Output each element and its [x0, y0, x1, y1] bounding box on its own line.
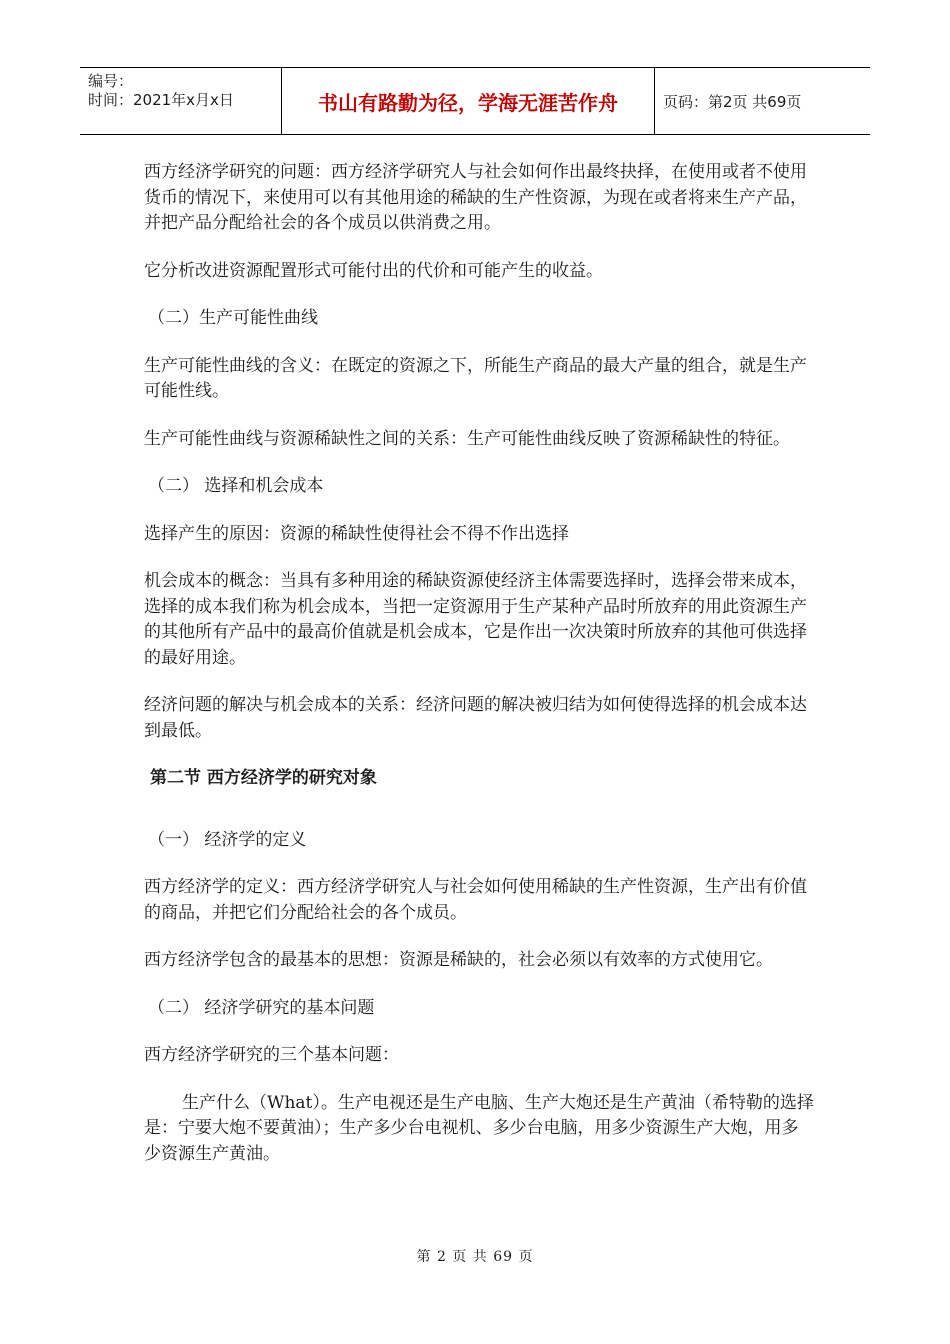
- paragraph: 生产可能性曲线与资源稀缺性之间的关系：生产可能性曲线反映了资源稀缺性的特征。: [144, 428, 790, 449]
- subsection-heading: （二） 选择和机会成本: [148, 476, 324, 496]
- paragraph: 机会成本的概念：当具有多种用途的稀缺资源使经济主体需要选择时，选择会带来成本，选择的成本我们称为机会成本，当把一定资源用于生产某种产品时所放弃的用此资源生产的其他所有产品中的最高价值就是机会成本，它是作出一次决策时所放弃的其他可供选择的最好用途。: [144, 571, 807, 668]
- header-page-info: 页码：第2页 共69页: [663, 92, 802, 111]
- paragraph: 它分析改进资源配置形式可能付出的代价和可能产生的收益。: [144, 260, 603, 281]
- subsection-heading: （二）生产可能性曲线: [148, 308, 318, 328]
- paragraph: 西方经济学研究的三个基本问题：: [144, 1045, 399, 1065]
- document-body: [144, 160, 814, 1189]
- subsection-heading: （二） 经济学研究的基本问题: [148, 997, 375, 1018]
- subsection-heading: （一） 经济学的定义: [148, 829, 307, 850]
- paragraph: 西方经济学研究的问题：西方经济学研究人与社会如何作出最终抉择，在使用或者不使用货币的情况下，来使用可以有其他用途的稀缺的生产性资源，为现在或者将来生产产品，并把产品分配给社会的各个成员以供消费之用。: [144, 162, 807, 233]
- page-footer: 第 2 页 共 69 页: [416, 1249, 534, 1265]
- paragraph: 经济问题的解决与机会成本的关系：经济问题的解决被归结为如何使得选择的机会成本达到最低。: [144, 695, 807, 741]
- document-date-label: 时间：2021年x月x日: [88, 91, 234, 109]
- page-header: [80, 67, 870, 135]
- paragraph: 生产什么（What）。生产电视还是生产电脑、生产大炮还是生产黄油（希特勒的选择是：宁要大炮不要黄油）；生产多少台电视机、多少台电脑，用多少资源生产大炮，用多少资源生产黄油。: [144, 1092, 814, 1164]
- section-heading: 第二节 西方经济学的研究对象: [150, 768, 377, 788]
- paragraph: 西方经济学包含的最基本的思想：资源是稀缺的，社会必须以有效率的方式使用它。: [144, 950, 773, 970]
- header-motto: 书山有路勤为径，学海无涯苦作舟: [282, 68, 655, 134]
- paragraph: 选择产生的原因：资源的稀缺性使得社会不得不作出选择: [144, 523, 569, 544]
- paragraph: 生产可能性曲线的含义：在既定的资源之下，所能生产商品的最大产量的组合，就是生产可能性线。: [144, 355, 807, 401]
- header-meta: [80, 68, 282, 134]
- document-number-label: 编号：: [88, 72, 134, 90]
- paragraph: 西方经济学的定义：西方经济学研究人与社会如何使用稀缺的生产性资源，生产出有价值的商品，并把它们分配给社会的各个成员。: [144, 877, 807, 923]
